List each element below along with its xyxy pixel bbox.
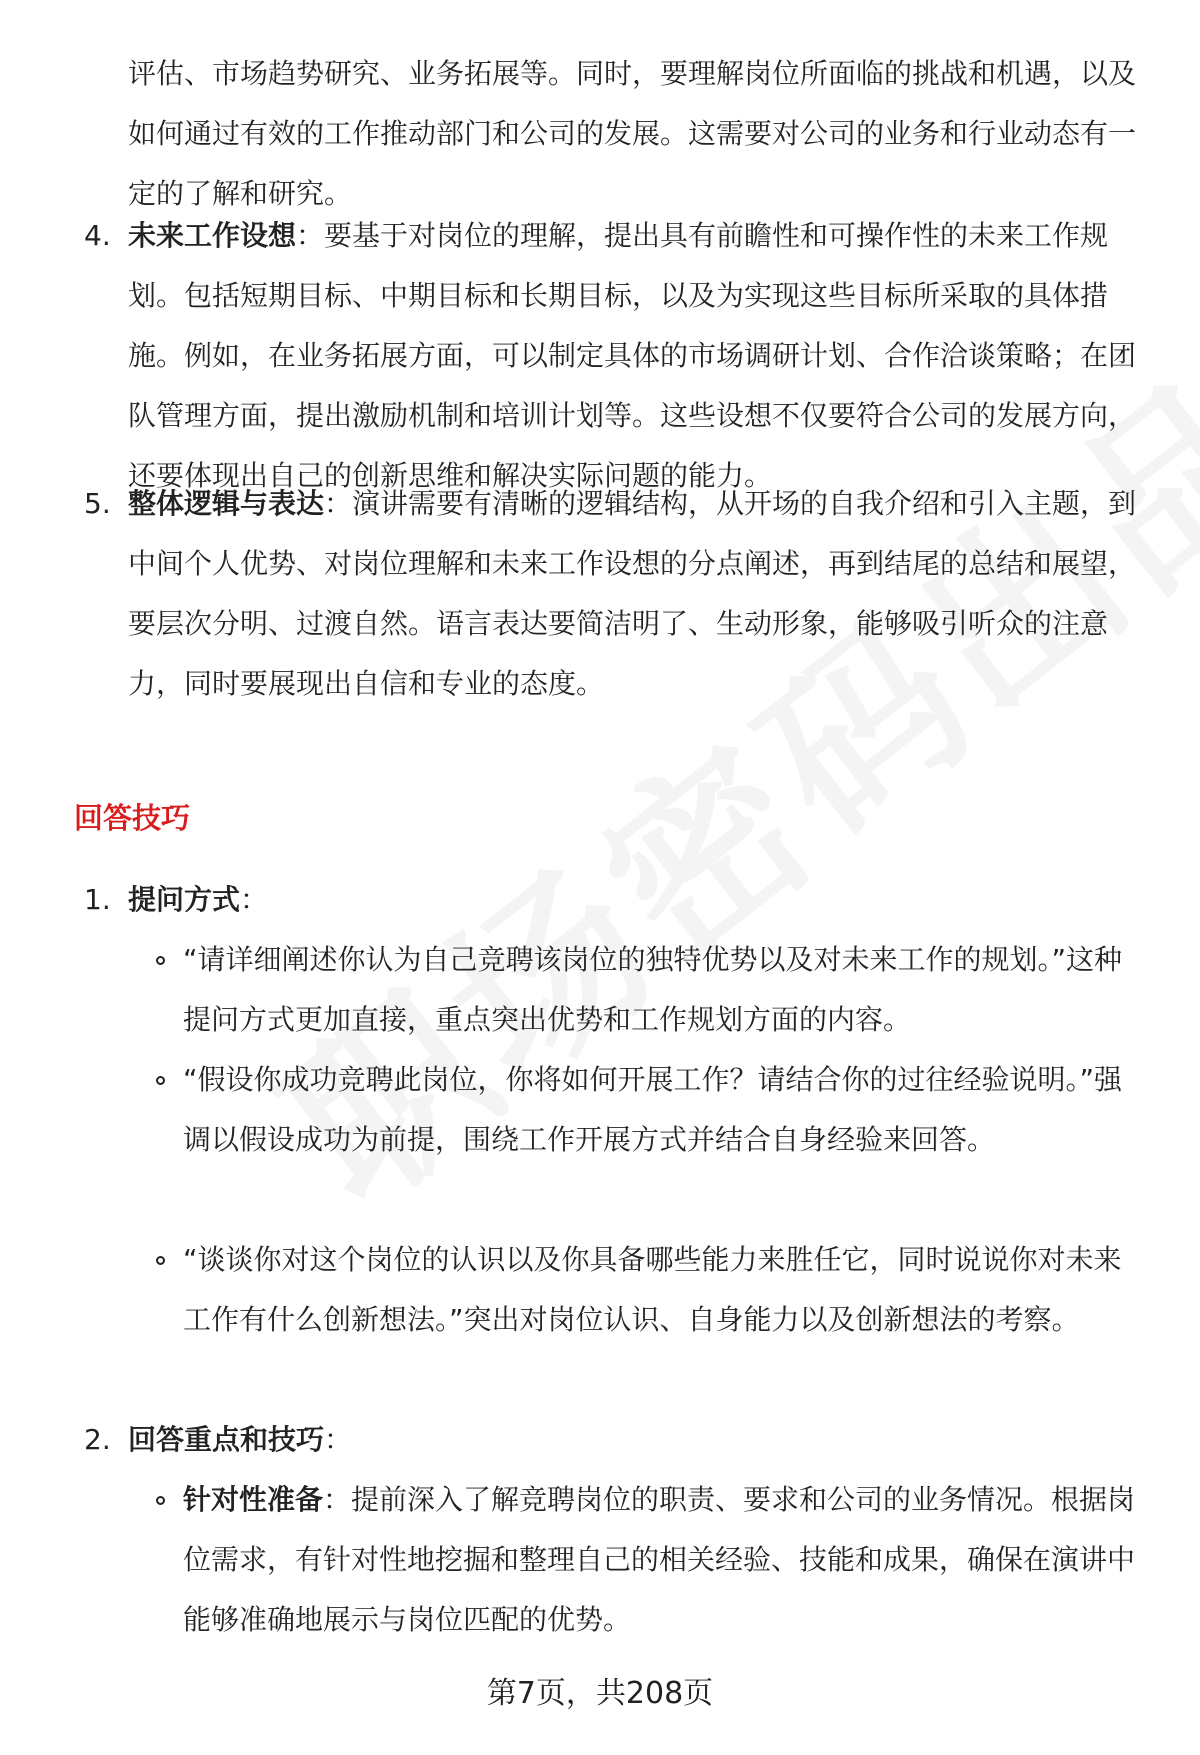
list-number: 2.	[84, 1423, 111, 1456]
tip-item-1	[84, 870, 1140, 930]
bullet-item	[183, 930, 1140, 1050]
bullet-item	[183, 1230, 1140, 1350]
bullet-item	[183, 1050, 1140, 1170]
list-item-text: ：	[324, 1423, 353, 1456]
bullet-text: “假设你成功竞聘此岗位，你将如何开展工作？请结合你的过往经验说明。”强调以假设成功为前提，围绕工作开展方式并结合自身经验来回答。	[183, 1063, 1123, 1156]
bullet-text: “谈谈你对这个岗位的认识以及你具备哪些能力来胜任它，同时说说你对未来工作有什么创新想法。”突出对岗位认识、自身能力以及创新想法的考察。	[183, 1243, 1122, 1336]
list-number: 4.	[84, 219, 111, 252]
bullet-circle-icon	[156, 1256, 165, 1265]
list-item-5	[84, 474, 1140, 714]
bullet-circle-icon	[156, 1076, 165, 1085]
list-number: 5.	[84, 487, 111, 520]
list-item-text: ：	[240, 883, 269, 916]
section-heading: 回答技巧	[74, 801, 191, 835]
list-number: 1.	[84, 883, 111, 916]
list-item-title: 未来工作设想	[128, 219, 297, 252]
bullet-item	[183, 1470, 1140, 1650]
intro-paragraph: 评估、市场趋势研究、业务拓展等。同时，要理解岗位所面临的挑战和机遇，以及如何通过有效的工作推动部门和公司的发展。这需要对公司的业务和行业动态有一定的了解和研究。	[128, 57, 1137, 210]
page-footer: 第7页，共208页	[486, 1676, 714, 1711]
list-item-text: ：演讲需要有清晰的逻辑结构，从开场的自我介绍和引入主题，到中间个人优势、对岗位理解和未来工作设想的分点阐述，再到结尾的总结和展望，要层次分明、过渡自然。语言表达要简洁明了、生动形象，能够吸引听众的注意力，同时要展现出自信和专业的态度。	[128, 487, 1137, 700]
bullet-text: “请详细阐述你认为自己竞聘该岗位的独特优势以及对未来工作的规划。”这种提问方式更加直接，重点突出优势和工作规划方面的内容。	[183, 943, 1123, 1036]
list-item-text: ：要基于对岗位的理解，提出具有前瞻性和可操作性的未来工作规划。包括短期目标、中期目标和长期目标，以及为实现这些目标所采取的具体措施。例如，在业务拓展方面，可以制定具体的市场调研计划、合作洽谈策略；在团队管理方面，提出激励机制和培训计划等。这些设想不仅要符合公司的发展方向，还要体现出自己的创新思维和解决实际问题的能力。	[128, 219, 1137, 492]
bullet-text: ：提前深入了解竞聘岗位的职责、要求和公司的业务情况。根据岗位需求，有针对性地挖掘和整理自己的相关经验、技能和成果，确保在演讲中能够准确地展示与岗位匹配的优势。	[183, 1483, 1136, 1636]
tip-item-2	[84, 1410, 1140, 1470]
bullet-title: 针对性准备	[183, 1483, 324, 1516]
list-item-title: 整体逻辑与表达	[128, 487, 325, 520]
list-item-4	[84, 206, 1140, 506]
bullet-circle-icon	[156, 956, 165, 965]
list-item-title: 提问方式	[128, 883, 241, 916]
list-item-title: 回答重点和技巧	[128, 1423, 325, 1456]
bullet-circle-icon	[156, 1496, 165, 1505]
